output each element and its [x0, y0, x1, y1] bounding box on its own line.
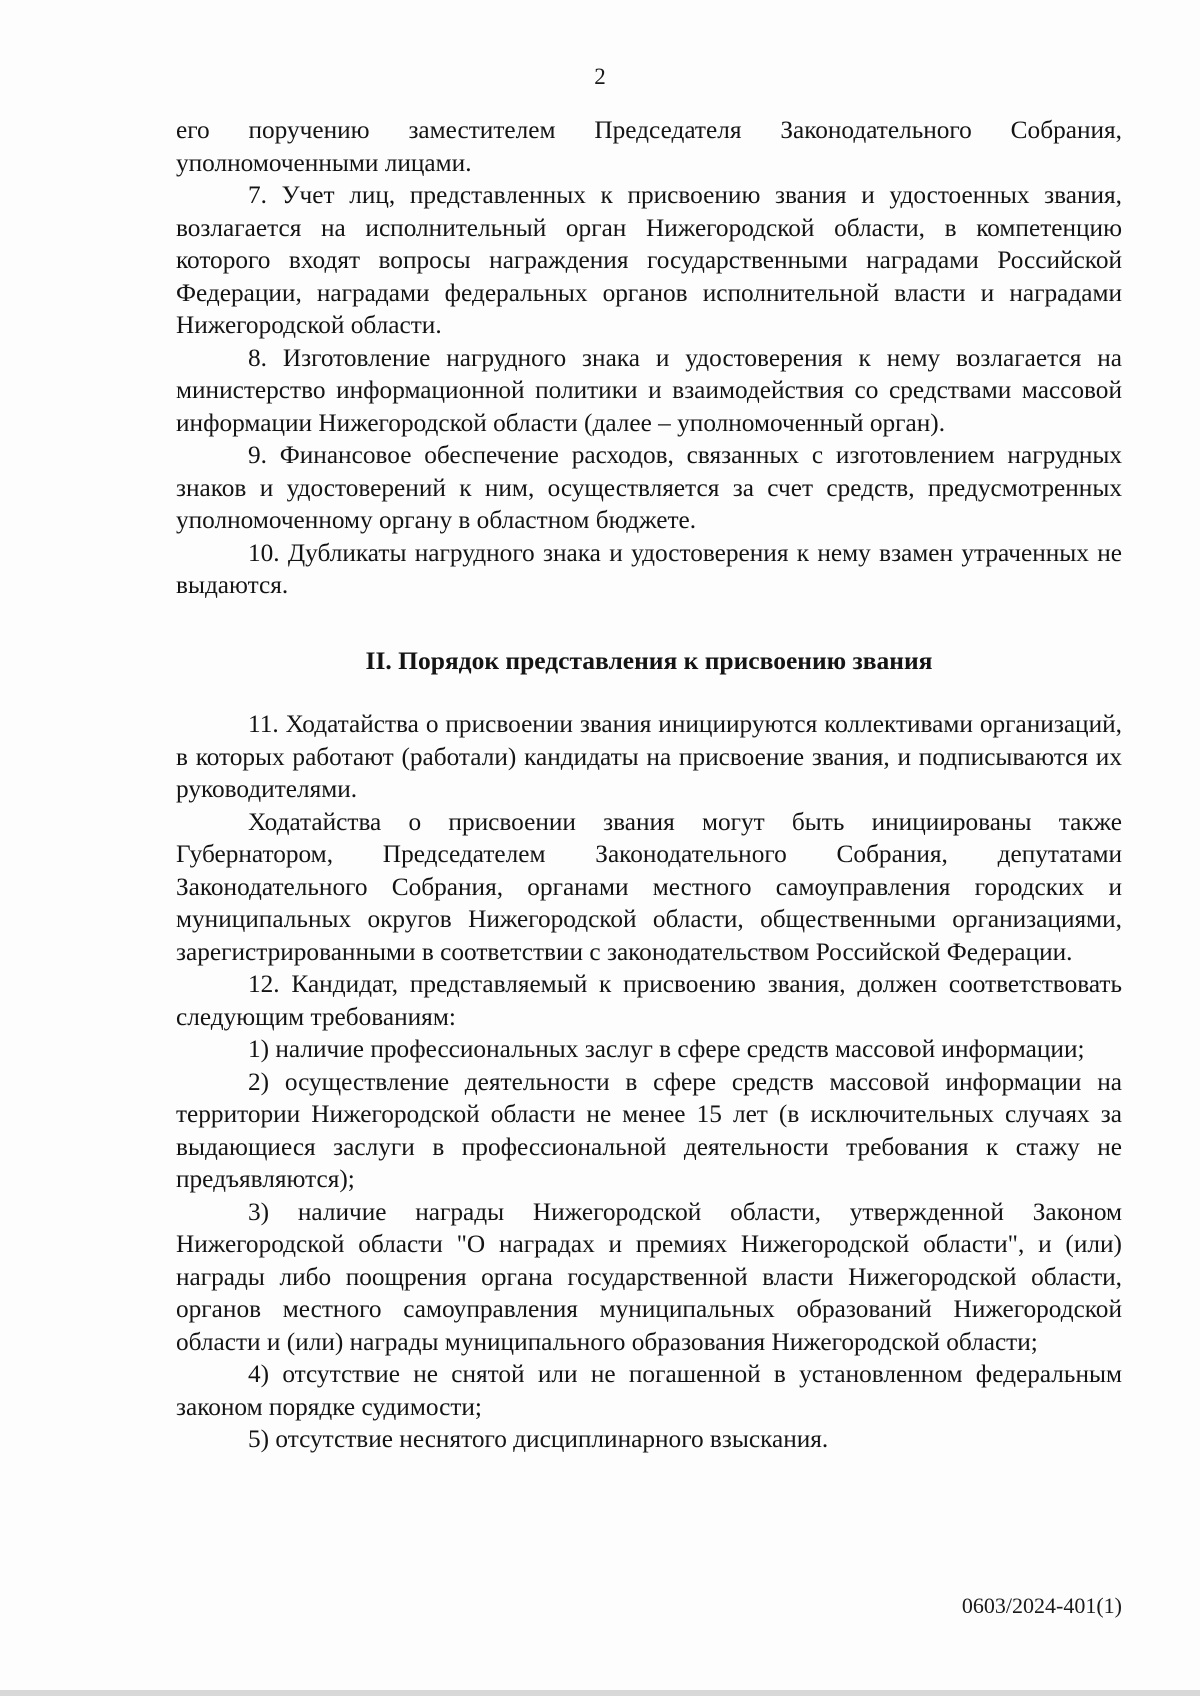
- document-body: [176, 114, 1122, 1456]
- requirement-4: 4) отсутствие не снятой или не погашенной в установленном федеральным законом порядке судимости;: [176, 1360, 1122, 1421]
- paragraph-10: 10. Дубликаты нагрудного знака и удостоверения к нему взамен утраченных не выдаются.: [176, 538, 1122, 599]
- requirement-3: 3) наличие награды Нижегородской области, утвержденной Законом Нижегородской области "О наградах и премиях Нижегородской области", и (или) награды либо поощрения органа государственной власти Нижегородской области, органов местного самоуправления муниципальных образований Нижегородской области и (или) награды муниципального образования Нижегородской области;: [176, 1197, 1122, 1356]
- paragraph-7: 7. Учет лиц, представленных к присвоению звания и удостоенных звания, возлагается на исполнительный орган Нижегородской области, в компетенцию которого входят вопросы награждения государственными наградами Российской Федерации, наградами федеральных органов исполнительной власти и наградами Нижегородской области.: [176, 181, 1122, 339]
- paragraph-continuation: его поручению заместителем Председателя Законодательного Собрания, уполномоченными лицами.: [176, 116, 1122, 177]
- requirement-1: 1) наличие профессиональных заслуг в сфере средств массовой информации;: [248, 1035, 1085, 1063]
- section-heading: II. Порядок представления к присвоению звания: [365, 645, 933, 675]
- paragraph-9: 9. Финансовое обеспечение расходов, связанных с изготовлением нагрудных знаков и удостоверений к ним, осуществляется за счет средств, предусмотренных уполномоченному органу в областном бюджете.: [176, 441, 1122, 534]
- paragraph-11-continued: Ходатайства о присвоении звания могут быть инициированы также Губернатором, Председателем Законодательного Собрания, депутатами Законодательного Собрания, органами местного самоуправления городских и муниципальных округов Нижегородской области, общественными организациями, зарегистрированными в соответствии с законодательством Российской Федерации.: [176, 807, 1122, 966]
- scan-edge: [0, 1690, 1200, 1696]
- paragraph-11: 11. Ходатайства о присвоении звания инициируются коллективами организаций, в которых работают (работали) кандидаты на присвоение звания, и подписываются их руководителями.: [176, 710, 1122, 803]
- paragraph-8: 8. Изготовление нагрудного знака и удостоверения к нему возлагается на министерство информационной политики и взаимодействия со средствами массовой информации Нижегородской области (далее – уполномоченный орган).: [176, 343, 1122, 437]
- paragraph-12: 12. Кандидат, представляемый к присвоению звания, должен соответствовать следующим требованиям:: [176, 970, 1122, 1031]
- requirement-5: 5) отсутствие неснятого дисциплинарного взыскания.: [248, 1425, 829, 1453]
- page-number: 2: [594, 64, 606, 89]
- requirement-2: 2) осуществление деятельности в сфере средств массовой информации на территории Нижегородской области не менее 15 лет (в исключительных случаях за выдающиеся заслуги в профессиональной деятельности требования к стажу не предъявляются);: [176, 1067, 1122, 1193]
- document-code: 0603/2024-401(1): [961, 1593, 1122, 1618]
